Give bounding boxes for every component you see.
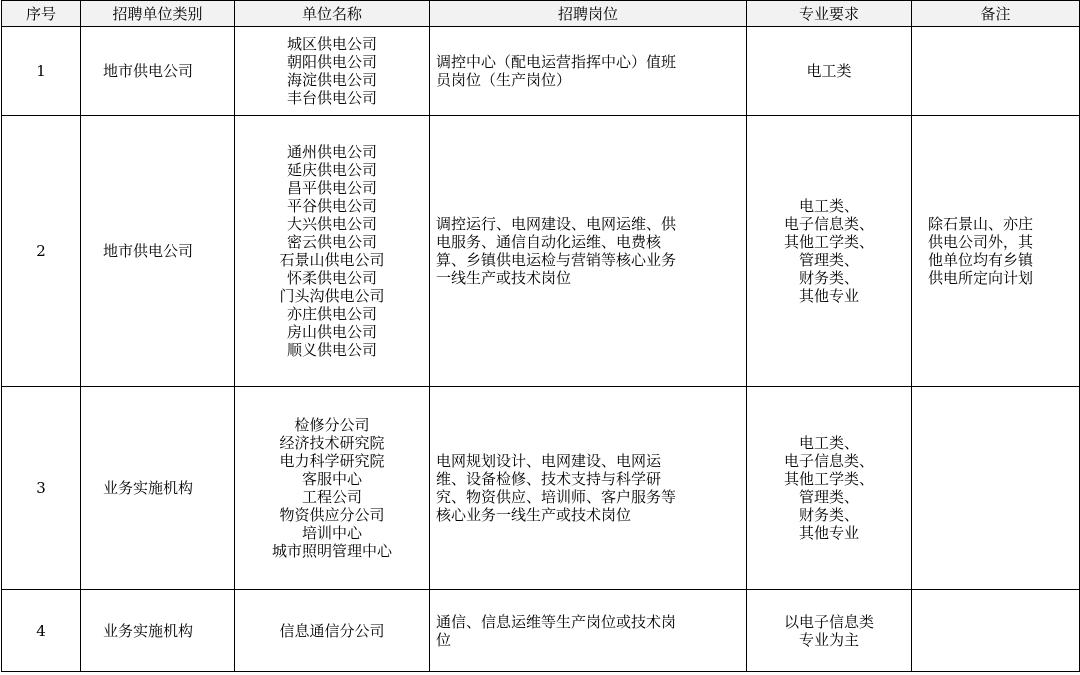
remarks-cell — [912, 27, 1080, 116]
header-row — [2, 1, 1080, 27]
unit-names-cell — [235, 27, 430, 116]
unit-name: 密云供电公司 — [286, 233, 377, 251]
major-item: 财务类、 — [798, 269, 859, 287]
unit-names-cell — [235, 387, 430, 590]
positions-cell — [430, 590, 747, 672]
major-item: 其他专业 — [798, 287, 859, 305]
header-unit-category: 招聘单位类别 — [81, 1, 235, 27]
positions-cell — [430, 27, 747, 116]
table-row — [2, 590, 1080, 672]
unit-names-cell — [235, 116, 430, 387]
majors-cell — [747, 116, 912, 387]
majors-cell — [747, 387, 912, 590]
unit-name: 房山供电公司 — [286, 323, 377, 341]
unit-name: 城市照明管理中心 — [271, 542, 392, 560]
unit-name: 电力科学研究院 — [279, 452, 385, 470]
major-item: 电子信息类、 — [783, 215, 874, 233]
position-text-line: 一线生产或技术岗位 — [436, 269, 572, 287]
major-item: 电子信息类、 — [783, 452, 874, 470]
remark-text-line: 除石景山、亦庄 — [928, 215, 1034, 233]
major-item: 管理类、 — [798, 488, 859, 506]
major-item: 管理类、 — [798, 251, 859, 269]
unit-name: 怀柔供电公司 — [286, 269, 377, 287]
unit-name: 延庆供电公司 — [286, 161, 377, 179]
major-item: 财务类、 — [798, 506, 859, 524]
unit-name: 培训中心 — [301, 524, 362, 542]
position-text-line: 调控运行、电网建设、电网运维、供 — [436, 215, 677, 233]
unit-name: 通州供电公司 — [286, 143, 377, 161]
position-text-line: 维、设备检修、技术支持与科学研 — [436, 470, 662, 488]
major-item: 其他工学类、 — [783, 233, 874, 251]
major-item: 其他专业 — [798, 524, 859, 542]
unit-name: 丰台供电公司 — [286, 89, 377, 107]
position-text-line: 算、乡镇供电运检与营销等核心业务 — [436, 251, 677, 269]
unit-name: 大兴供电公司 — [286, 215, 377, 233]
remark-text-line: 他单位均有乡镇 — [928, 251, 1034, 269]
position-text-line: 员岗位（生产岗位） — [436, 71, 572, 89]
position-text-line: 调控中心（配电运营指挥中心）值班 — [436, 53, 677, 71]
header-major-requirement: 专业要求 — [747, 1, 912, 27]
unit-name: 经济技术研究院 — [279, 434, 385, 452]
position-text-line: 位 — [436, 630, 452, 649]
major-item: 电工类、 — [798, 434, 859, 452]
unit-name: 城区供电公司 — [286, 35, 377, 53]
serial-no-cell: 4 — [2, 590, 81, 672]
positions-cell — [430, 387, 747, 590]
position-text-line: 电服务、通信自动化运维、电费核 — [436, 233, 662, 251]
major-item: 专业为主 — [798, 630, 859, 649]
position-text-line: 核心业务一线生产或技术岗位 — [436, 506, 632, 524]
header-unit-name: 单位名称 — [235, 1, 430, 27]
position-text-line: 究、物资供应、培训师、客户服务等 — [436, 488, 677, 506]
major-item: 电工类、 — [798, 197, 859, 215]
serial-no-cell: 2 — [2, 116, 81, 387]
remarks-cell — [912, 387, 1080, 590]
positions-cell — [430, 116, 747, 387]
unit-name: 顺义供电公司 — [286, 341, 377, 359]
unit-name: 信息通信分公司 — [279, 621, 385, 640]
unit-name: 客服中心 — [301, 470, 362, 488]
unit-name: 检修分公司 — [294, 416, 370, 434]
unit-name: 石景山供电公司 — [279, 251, 385, 269]
major-item: 电工类 — [806, 62, 852, 80]
header-remarks: 备注 — [912, 1, 1080, 27]
unit-name: 昌平供电公司 — [286, 179, 377, 197]
unit-name: 朝阳供电公司 — [286, 53, 377, 71]
remarks-cell — [912, 590, 1080, 672]
unit-category-cell: 地市供电公司 — [81, 27, 235, 116]
position-text-line: 通信、信息运维等生产岗位或技术岗 — [436, 612, 677, 631]
major-item: 以电子信息类 — [783, 612, 874, 631]
majors-cell — [747, 27, 912, 116]
unit-name: 平谷供电公司 — [286, 197, 377, 215]
unit-category-cell: 业务实施机构 — [81, 387, 235, 590]
header-serial-no: 序号 — [2, 1, 81, 27]
unit-names-cell — [235, 590, 430, 672]
remark-text-line: 供电公司外，其 — [928, 233, 1034, 251]
recruitment-table — [1, 0, 1080, 672]
serial-no-cell: 3 — [2, 387, 81, 590]
position-text-line: 电网规划设计、电网建设、电网运 — [436, 452, 662, 470]
major-item: 其他工学类、 — [783, 470, 874, 488]
unit-name: 海淀供电公司 — [286, 71, 377, 89]
table-row — [2, 27, 1080, 116]
majors-cell — [747, 590, 912, 672]
unit-category-cell: 地市供电公司 — [81, 116, 235, 387]
unit-name: 亦庄供电公司 — [286, 305, 377, 323]
remark-text-line: 供电所定向计划 — [928, 269, 1034, 287]
unit-category-cell: 业务实施机构 — [81, 590, 235, 672]
table-row — [2, 387, 1080, 590]
unit-name: 门头沟供电公司 — [279, 287, 385, 305]
unit-name: 物资供应分公司 — [279, 506, 385, 524]
remarks-cell — [912, 116, 1080, 387]
serial-no-cell: 1 — [2, 27, 81, 116]
unit-name: 工程公司 — [301, 488, 362, 506]
header-position: 招聘岗位 — [430, 1, 747, 27]
table-row — [2, 116, 1080, 387]
